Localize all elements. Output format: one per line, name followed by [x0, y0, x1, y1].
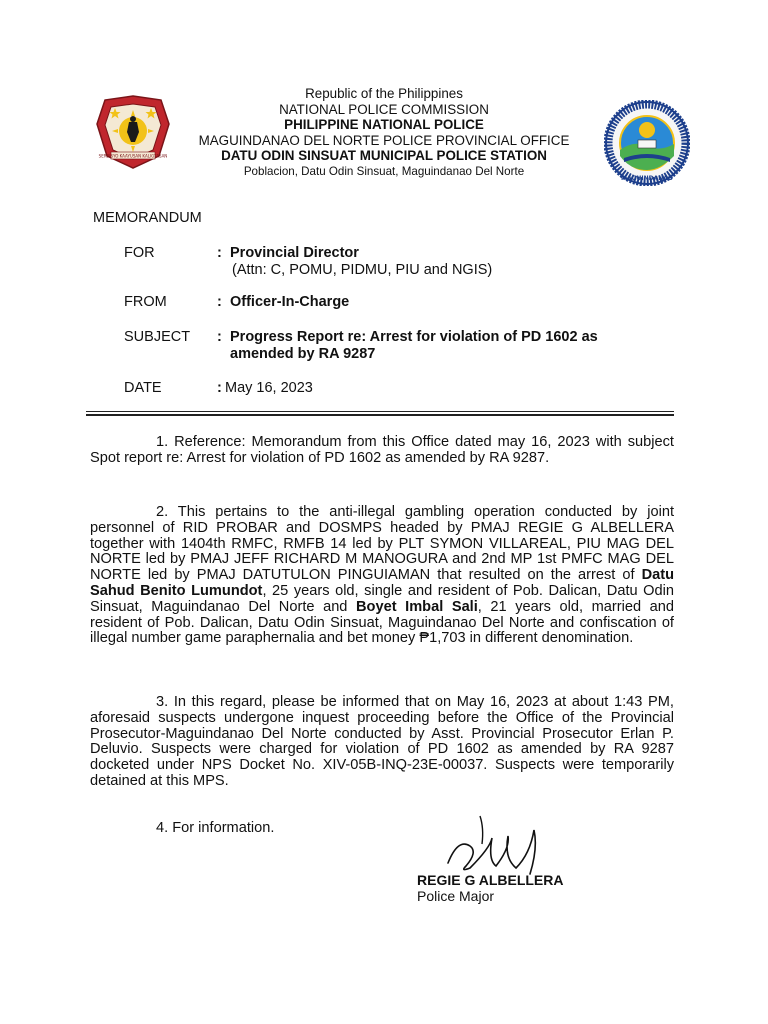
- svg-text:SERBISYO KAAYUSAN KALIGTASAN: SERBISYO KAAYUSAN KALIGTASAN: [98, 153, 168, 159]
- dos-mps-seal-logo: [604, 100, 690, 186]
- paragraph-1: [90, 435, 674, 467]
- suspect-2-name: Boyet Imbal Sali: [356, 598, 478, 615]
- paragraph-2: [90, 505, 674, 647]
- signature-block: [417, 872, 564, 904]
- paragraph-4-text: 4. For information.: [156, 820, 275, 836]
- from-colon: :: [217, 294, 222, 310]
- from-value: Officer-In-Charge: [230, 294, 350, 310]
- paragraph-2-text-b: , 25 years old, single and resident of Pob. Dalican, Datu Odin Sinsuat, Maguindanao Del Norte and: [90, 582, 674, 615]
- letterhead-line2: NATIONAL POLICE COMMISSION: [279, 101, 489, 117]
- letterhead-line4: MAGUINDANAO DEL NORTE POLICE PROVINCIAL OFFICE: [198, 132, 570, 148]
- signatory-name: REGIE G ALBELLERA: [417, 872, 564, 888]
- header-divider-thick: [86, 414, 674, 416]
- paragraph-3-text: 3. In this regard, please be informed that on May 16, 2023 at about 1:43 PM, aforesaid suspects undergone inquest proceeding before the Office of the Provincial Prosecutor-Maguindanao Del Norte conducted by Asst. Provincial Prosecutor Erlan P. Deluvio. Suspects were charged for violation of PD 1602 as amended by RA 9287 docketed under NPS Docket No. XIV-05B-INQ-23E-00037. Suspects were temporarily detained at this MPS.: [90, 694, 674, 789]
- paragraph-3: [90, 695, 674, 790]
- for-value: Provincial Director: [230, 245, 359, 261]
- paragraph-1-text: 1. Reference: Memorandum from this Office dated may 16, 2023 with subject Spot report re: Arrest for violation of PD 1602 as amended by RA 9287.: [90, 434, 674, 466]
- for-colon: :: [217, 245, 222, 261]
- from-label: FROM: [124, 294, 167, 310]
- suspect-1-name: Datu Sahud Benito Lumundot: [90, 567, 674, 599]
- svg-text:MAGUINDANAO: MAGUINDANAO: [620, 175, 674, 182]
- for-attn: (Attn: C, POMU, PIDMU, PIU and NGIS): [232, 262, 493, 278]
- subject-colon: :: [217, 329, 222, 345]
- signatory-title: Police Major: [417, 888, 495, 904]
- letterhead-line1: Republic of the Philippines: [305, 86, 463, 101]
- paragraph-2-text-a: 2. This pertains to the anti-illegal gambling operation conducted by joint personnel of RID PROBAR and DOSMPS headed by PMAJ REGIE G ALBELLERA together with 1404th RMFC, RMFB 14 led by PLT SYMON VILLAREAL, PIU MAG DEL NORTE led by PMAJ JEFF RICHARD M MANOGURA and 2nd MP 1st PMFC MAG DEL NORTE led by PMAJ DATUTULON PINGUIAMAN that resulted on the arrest of: [90, 504, 674, 584]
- for-label: FOR: [124, 245, 155, 261]
- paragraph-4: [90, 821, 674, 837]
- paragraph-2-text-c: , 21 years old, married and resident of Pob. Dalican, Datu Odin Sinsuat, Maguindanao Del Norte and confiscation of illegal number game paraphernalia and bet money ₱1,703 in different denomination.: [90, 598, 675, 647]
- date-label: DATE: [124, 380, 162, 396]
- memorandum-title: MEMORANDUM: [93, 210, 202, 226]
- date-value: May 16, 2023: [225, 380, 313, 396]
- letterhead-line6: Poblacion, Datu Odin Sinsuat, Maguindanao Del Norte: [243, 164, 525, 178]
- subject-label: SUBJECT: [124, 329, 191, 345]
- header-divider-thin: [86, 411, 674, 412]
- letterhead-line3: PHILIPPINE NATIONAL POLICE: [284, 117, 484, 133]
- subject-line1: Progress Report re: Arrest for violation of PD 1602 as: [230, 329, 598, 345]
- letterhead-line5: DATU ODIN SINSUAT MUNICIPAL POLICE STATION: [221, 148, 547, 164]
- subject-line2: amended by RA 9287: [230, 346, 376, 362]
- date-colon: :: [217, 380, 222, 396]
